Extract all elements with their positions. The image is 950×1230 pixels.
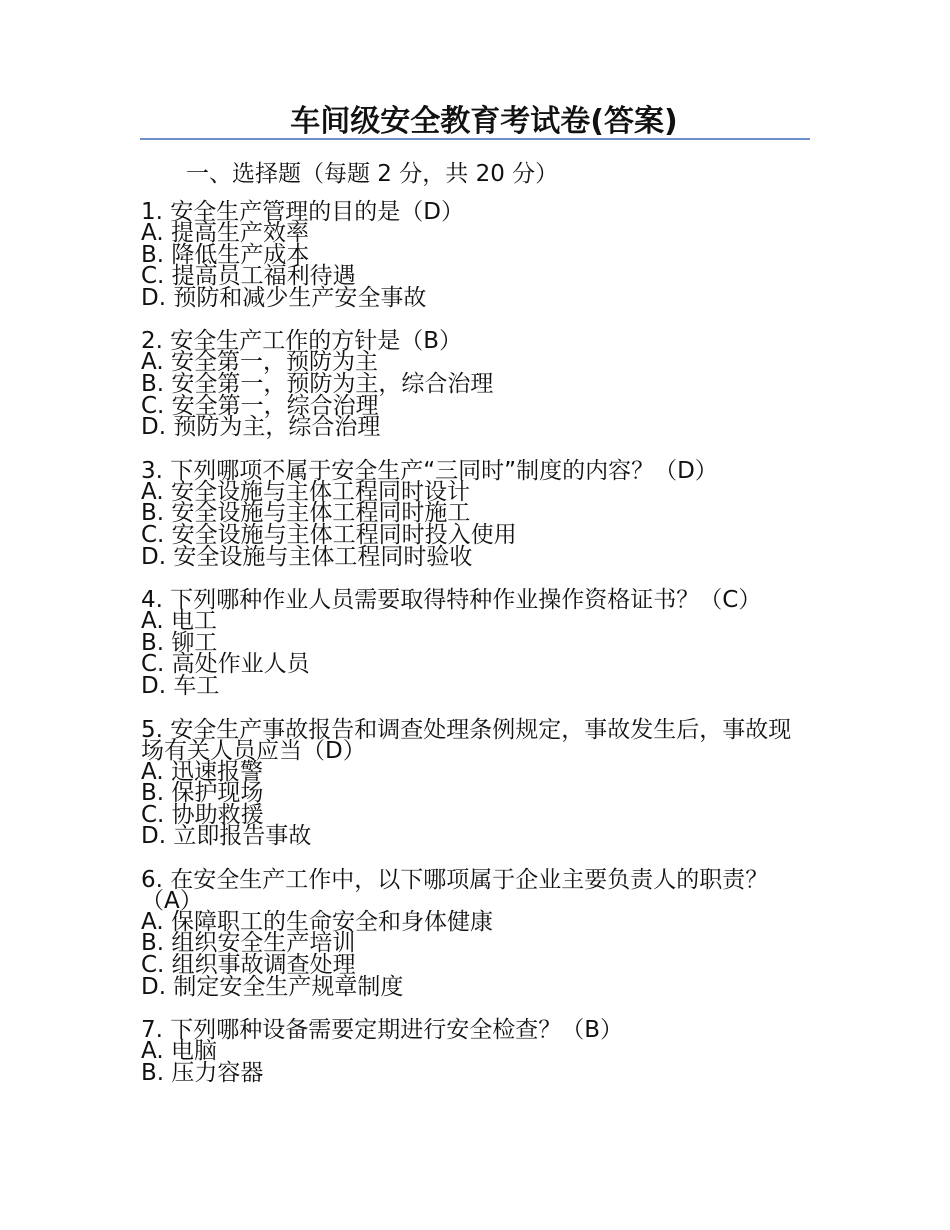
option-c: C. 提高员工福利待遇 [141,263,356,290]
question-4 [141,587,801,699]
question-7 [141,1017,801,1086]
option-b: B. 组织安全生产培训 [141,930,356,957]
option-c: C. 安全第一，综合治理 [141,392,379,419]
option-d: D. 预防为主，综合治理 [141,414,381,441]
option-b: B. 安全设施与主体工程同时施工 [141,500,471,527]
question-5 [141,716,801,850]
option-a: A. 保障职工的生命安全和身体健康 [141,908,493,935]
option-c: C. 高处作业人员 [141,651,310,678]
section-heading: 一、选择题（每题 2 分，共 20 分） [186,161,559,187]
option-b: B. 安全第一，预防为主，综合治理 [141,370,494,397]
option-a: A. 电工 [141,608,217,635]
question-text: 7. 下列哪种设备需要定期进行安全检查？（B） [141,1017,624,1044]
question-3 [141,457,801,570]
question-2 [141,328,801,441]
option-a: A. 提高生产效率 [141,220,309,246]
option-b: B. 降低生产成本 [141,241,310,268]
option-d: D. 立即报告事故 [141,823,312,850]
question-list [141,199,801,1106]
question-text: 2. 安全生产工作的方针是（B） [141,328,463,355]
option-a: A. 电脑 [141,1038,217,1065]
option-a: A. 安全设施与主体工程同时设计 [141,478,470,505]
option-c: C. 安全设施与主体工程同时投入使用 [141,521,517,548]
question-text: 5. 安全生产事故报告和调查处理条例规定，事故发生后，事故现场有关人员应当（D） [141,716,792,764]
option-a: A. 迅速报警 [141,758,263,785]
option-d: D. 制定安全生产规章制度 [141,973,404,1000]
question-text: 6. 在安全生产工作中，以下哪项属于企业主要负责人的职责？（A） [141,866,769,914]
question-text: 1. 安全生产管理的目的是（D） [141,199,464,225]
question-6 [141,866,801,1000]
option-c: C. 组织事故调查处理 [141,952,356,979]
option-d: D. 安全设施与主体工程同时验收 [141,543,473,570]
option-b: B. 压力容器 [141,1059,264,1086]
question-text: 3. 下列哪项不属于安全生产“三同时”制度的内容？（D） [141,457,718,484]
option-d: D. 预防和减少生产安全事故 [141,284,427,311]
option-c: C. 协助救援 [141,801,264,828]
option-b: B. 保护现场 [141,780,264,807]
question-text: 4. 下列哪种作业人员需要取得特种作业操作资格证书？（C） [141,587,762,614]
option-b: B. 铆工 [141,629,218,656]
option-d: D. 车工 [141,672,220,699]
option-a: A. 安全第一，预防为主 [141,349,378,376]
document-title: 车间级安全教育考试卷(答案) [140,104,810,140]
question-1 [141,199,801,311]
